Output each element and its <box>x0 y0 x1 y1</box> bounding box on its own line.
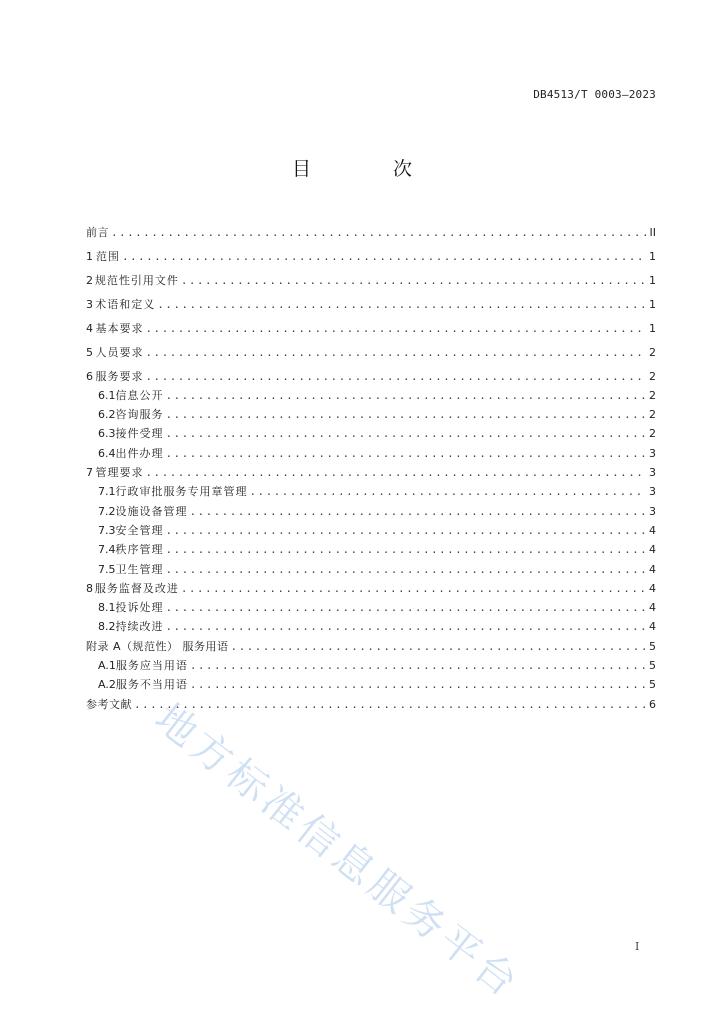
toc-entry[interactable] <box>86 579 656 598</box>
toc-label: 管理要求 <box>95 466 144 480</box>
toc-page-number: 3 <box>649 466 656 480</box>
toc-number: 7 <box>86 466 93 480</box>
toc-label: 安全管理 <box>115 523 164 537</box>
dot-leader <box>250 482 647 501</box>
dot-leader <box>157 295 646 314</box>
toc-number: A.2 <box>98 678 116 692</box>
toc-label: 卫生管理 <box>115 562 164 576</box>
dot-leader <box>166 540 647 559</box>
toc-label: 接件受理 <box>115 427 164 441</box>
toc-number: 6.2 <box>98 408 116 422</box>
toc-page-number: 4 <box>649 601 656 615</box>
toc-page-number: 4 <box>649 581 656 595</box>
toc-label: 信息公开 <box>115 388 164 402</box>
toc-page-number: 1 <box>649 321 656 335</box>
dot-leader <box>111 223 646 242</box>
toc-label: 秩序管理 <box>115 543 164 557</box>
toc-number: 4 <box>86 321 93 335</box>
toc-label: 服务应当用语 <box>115 659 188 673</box>
toc-number: 6.3 <box>98 427 116 441</box>
toc-entry[interactable] <box>86 367 656 386</box>
toc-page-number: 1 <box>649 249 656 263</box>
toc-subentry[interactable] <box>86 598 656 617</box>
toc-entry[interactable] <box>86 247 656 266</box>
toc-page-number: 5 <box>649 639 656 653</box>
dot-leader <box>166 424 647 443</box>
toc-number: 7.2 <box>98 504 116 518</box>
toc-subentry[interactable] <box>86 386 656 405</box>
dot-leader <box>181 271 646 290</box>
dot-leader <box>146 463 647 482</box>
toc-label: 设施设备管理 <box>115 504 188 518</box>
toc-subentry[interactable] <box>86 656 656 675</box>
toc-page-number: 1 <box>649 297 656 311</box>
toc-subentry[interactable] <box>86 540 656 559</box>
dot-leader <box>166 521 647 540</box>
toc-page-number: 6 <box>649 697 656 711</box>
toc-page-number: 1 <box>649 273 656 287</box>
toc-subentry[interactable] <box>86 444 656 463</box>
toc-subentry[interactable] <box>86 521 656 540</box>
document-code: DB4513/T 0003—2023 <box>533 88 656 101</box>
dot-leader <box>166 386 647 405</box>
toc-page-number: 5 <box>649 678 656 692</box>
dot-leader <box>190 675 646 694</box>
toc-page-number: 2 <box>649 427 656 441</box>
toc-subentry[interactable] <box>86 560 656 579</box>
toc-subentry[interactable] <box>86 617 656 636</box>
toc-page-number: 3 <box>649 485 656 499</box>
dot-leader <box>166 444 647 463</box>
toc-number: 3 <box>86 297 93 311</box>
toc-subentry[interactable] <box>86 675 656 694</box>
toc-page-number: 3 <box>649 504 656 518</box>
dot-leader <box>166 598 647 617</box>
dot-leader <box>166 617 647 636</box>
toc-number: 7.3 <box>98 523 116 537</box>
toc-page-number: 4 <box>649 543 656 557</box>
toc-number: A.1 <box>98 659 116 673</box>
dot-leader <box>134 695 646 714</box>
page-title: 目 次 <box>291 158 451 180</box>
toc-entry[interactable] <box>86 319 656 338</box>
toc-label: 前言 <box>86 225 109 239</box>
dot-leader <box>166 405 647 424</box>
toc-number: 6.4 <box>98 446 116 460</box>
toc-label: 附录 A（规范性） 服务用语 <box>86 639 229 653</box>
toc-number: 6 <box>86 369 93 383</box>
toc-number: 2 <box>86 273 93 287</box>
toc-number: 1 <box>86 249 93 263</box>
toc-label: 规范性引用文件 <box>94 273 179 287</box>
dot-leader <box>190 502 647 521</box>
toc-label: 服务要求 <box>95 369 144 383</box>
toc-entry[interactable] <box>86 295 656 314</box>
toc-label: 术语和定义 <box>95 297 156 311</box>
toc-subentry[interactable] <box>86 405 656 424</box>
toc-subentry[interactable] <box>86 502 656 521</box>
toc-subentry[interactable] <box>86 424 656 443</box>
toc-label: 行政审批服务专用章管理 <box>115 485 248 499</box>
toc-page-number: 3 <box>649 446 656 460</box>
toc-label: 服务监督及改进 <box>94 581 179 595</box>
toc-page-number: 2 <box>649 369 656 383</box>
dot-leader <box>181 579 646 598</box>
toc-number: 8 <box>86 581 93 595</box>
toc-number: 7.1 <box>98 485 116 499</box>
toc-page-number: 4 <box>649 562 656 576</box>
dot-leader <box>122 247 646 266</box>
dot-leader <box>146 367 647 386</box>
toc-page-number: 2 <box>649 388 656 402</box>
toc-number: 7.5 <box>98 562 116 576</box>
toc-label: 服务不当用语 <box>115 678 188 692</box>
toc-page-number: 2 <box>649 408 656 422</box>
toc-entry[interactable] <box>86 463 656 482</box>
toc-page-number: II <box>649 225 656 239</box>
table-of-contents <box>86 218 656 714</box>
dot-leader <box>146 319 647 338</box>
toc-number: 6.1 <box>98 388 116 402</box>
toc-page-number: 2 <box>649 345 656 359</box>
toc-number: 7.4 <box>98 543 116 557</box>
toc-page-number: 4 <box>649 620 656 634</box>
toc-label: 范围 <box>95 249 120 263</box>
toc-subentry[interactable] <box>86 482 656 501</box>
toc-number: 5 <box>86 345 93 359</box>
dot-leader <box>231 637 646 656</box>
toc-number: 8.2 <box>98 620 116 634</box>
toc-label: 出件办理 <box>115 446 164 460</box>
toc-label: 持续改进 <box>115 620 164 634</box>
toc-entry[interactable] <box>86 637 656 656</box>
toc-entry[interactable] <box>86 271 656 290</box>
toc-label: 基本要求 <box>95 321 144 335</box>
toc-number: 8.1 <box>98 601 116 615</box>
toc-page-number: 4 <box>649 523 656 537</box>
toc-label: 人员要求 <box>95 345 144 359</box>
toc-page-number: 5 <box>649 659 656 673</box>
toc-label: 参考文献 <box>86 697 132 711</box>
toc-label: 咨询服务 <box>115 408 164 422</box>
watermark: 地方标准信息服务平台 <box>146 695 530 1009</box>
toc-entry[interactable] <box>86 695 656 714</box>
dot-leader <box>146 343 647 362</box>
dot-leader <box>166 560 647 579</box>
toc-label: 投诉处理 <box>115 601 164 615</box>
page-number: I <box>635 940 640 953</box>
toc-entry[interactable] <box>86 343 656 362</box>
toc-entry[interactable] <box>86 223 656 242</box>
dot-leader <box>190 656 646 675</box>
